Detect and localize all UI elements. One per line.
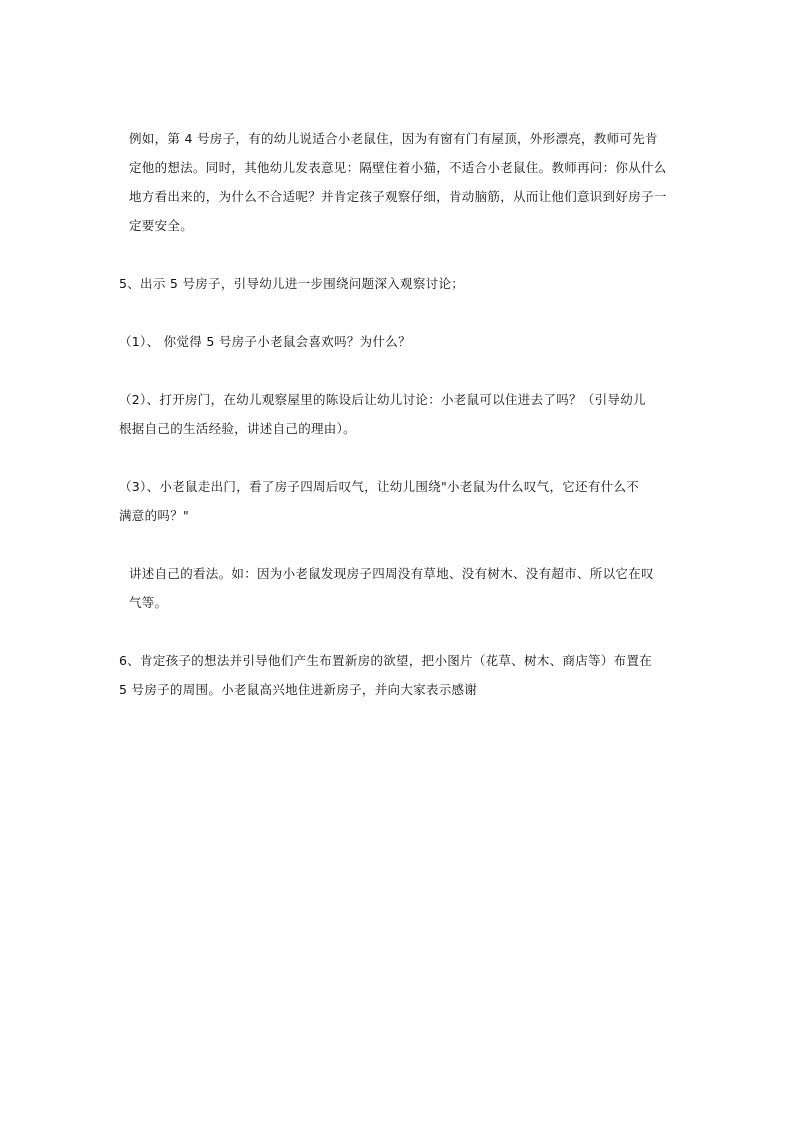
text-line: 地方看出来的，为什么不合适呢？并肯定孩子观察仔细，肯动脑筋，从而让他们意识到好房子一 [129, 189, 667, 204]
text-line: （3）、小老鼠走出门，看了房子四周后叹气，让幼儿围绕"小老鼠为什么叹气，它还有什么不 [119, 479, 640, 494]
paragraph-step-5-2 [119, 385, 679, 443]
paragraph-step-5 [119, 269, 679, 298]
text-line: 例如，第 4 号房子，有的幼儿说适合小老鼠住，因为有窗有门有屋顶，外形漂亮，教师可先肯 [129, 131, 658, 146]
text-line: 定他的想法。同时，其他幼儿发表意见：隔壁住着小猫，不适合小老鼠住。教师再问：你从什么 [129, 160, 667, 175]
paragraph-gap [119, 443, 679, 472]
paragraph-gap [119, 356, 679, 385]
paragraph-gap [119, 617, 679, 646]
text-line: （2）、打开房门，在幼儿观察屋里的陈设后让幼儿讨论：小老鼠可以住进去了吗？（引导幼儿 [119, 392, 646, 407]
text-line: （1）、 你觉得 5 号房子小老鼠会喜欢吗？为什么？ [119, 334, 411, 349]
document-body [119, 124, 679, 704]
paragraph-gap [119, 530, 679, 559]
paragraph-step-5-1 [119, 327, 679, 356]
text-line: 5、出示 5 号房子，引导幼儿进一步围绕问题深入观察讨论； [119, 276, 465, 291]
text-line: 定要安全。 [129, 218, 194, 233]
paragraph-step-5-3 [119, 472, 679, 530]
text-line: 6、肯定孩子的想法并引导他们产生布置新房的欲望，把小图片（花草、树木、商店等）布置在 [119, 653, 653, 668]
text-line: 满意的吗？" [119, 508, 190, 523]
paragraph-step-5-3-explain [119, 559, 679, 617]
paragraph-step-6 [119, 646, 679, 704]
paragraph-gap [119, 240, 679, 269]
paragraph-example-house-4 [119, 124, 679, 240]
text-line: 气等。 [129, 595, 168, 610]
paragraph-gap [119, 298, 679, 327]
text-line: 根据自己的生活经验，讲述自己的理由）。 [119, 421, 356, 436]
text-line: 讲述自己的看法。如：因为小老鼠发现房子四周没有草地、没有树木、没有超市、所以它在叹 [129, 566, 654, 581]
text-line: 5 号房子的周围。小老鼠高兴地住进新房子，并向大家表示感谢 [119, 682, 478, 697]
